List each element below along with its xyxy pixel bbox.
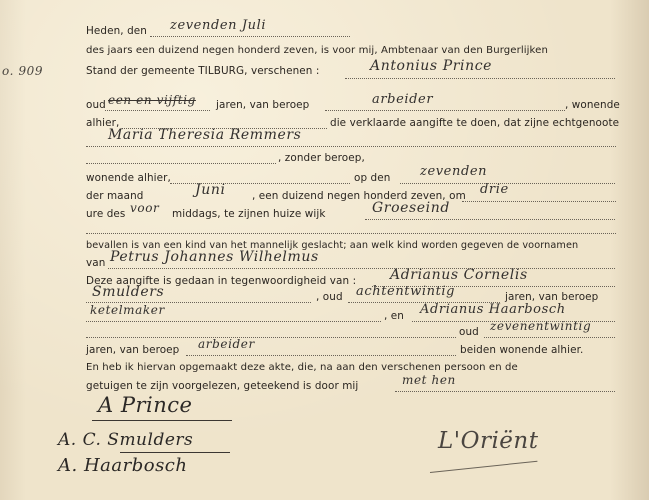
hw-wijk: Groeseind	[372, 200, 450, 216]
text-aangifte: Deze aangifte is gedaan in tegenwoordigheid van :	[86, 275, 357, 287]
fill-line	[345, 78, 615, 79]
text-heden: Heden, den	[86, 25, 147, 37]
hw-witness1-last: Smulders	[92, 284, 165, 300]
hw-ampm: voor	[130, 201, 160, 215]
text-getuigen: getuigen te zijn voorgelezen, geteekend is door mij	[86, 380, 359, 392]
text-der-maand: der maand	[86, 190, 144, 202]
hw-witness1-age: achtentwintig	[356, 284, 456, 299]
hw-witness2-name: Adrianus Haarbosch	[420, 302, 566, 317]
hw-birth-day: zevenden	[420, 164, 488, 179]
fill-line	[105, 110, 210, 111]
fill-line	[86, 337, 456, 338]
hw-witness2-age: zevenentwintig	[490, 319, 592, 333]
text-middags: middags, te zijnen huize wijk	[172, 208, 326, 220]
text-ure-des: ure des	[86, 208, 126, 220]
hw-witness1-first: Adrianus Cornelis	[390, 267, 528, 283]
hw-profession: arbeider	[372, 92, 434, 107]
text-wonende-alhier: wonende alhier,	[86, 172, 171, 184]
signature-underline	[430, 461, 538, 473]
fill-line	[365, 219, 615, 220]
text-beiden: beiden wonende alhier.	[460, 344, 584, 356]
text-oud-3: oud	[459, 326, 479, 338]
fill-line	[462, 201, 616, 202]
text-bevallen: bevallen is van een kind van het mannelijk geslacht; aan welk kind worden gegeven de voornamen	[86, 240, 579, 251]
text-jaren-beroep-3: jaren, van beroep	[86, 344, 180, 356]
text-van: van	[86, 257, 106, 269]
text-year-line: des jaars een duizend negen honderd zeven, is voor mij, Ambtenaar van den Burgerlijken	[86, 45, 548, 56]
hw-mother: Maria Theresia Remmers	[108, 127, 302, 143]
signature-father: A Prince	[98, 393, 193, 417]
hw-birth-month: Juni	[195, 182, 226, 198]
fill-line	[86, 321, 381, 322]
signature-underline	[92, 420, 232, 421]
hw-age: een en vijftig	[108, 93, 196, 107]
fill-line	[108, 268, 615, 269]
fill-line	[186, 355, 456, 356]
fill-line	[325, 110, 565, 111]
hw-birth-hour: drie	[480, 182, 509, 197]
text-jaren-beroep: jaren, van beroep	[216, 99, 310, 111]
fill-line	[395, 391, 615, 392]
margin-number: o. 909	[2, 64, 44, 78]
text-verklaarde: die verklaarde aangifte te doen, dat zijne echtgenoote	[330, 117, 620, 129]
text-duizend: , een duizend negen honderd zeven, om	[252, 190, 466, 202]
hw-met-hen: met hen	[402, 373, 456, 387]
text-oud: oud	[86, 99, 106, 111]
hw-child-names: Petrus Johannes Wilhelmus	[110, 249, 319, 265]
signature-underline	[120, 452, 230, 453]
fill-line	[86, 233, 616, 234]
text-alhier: alhier,	[86, 117, 120, 129]
fill-line	[86, 163, 276, 164]
text-wonende: , wonende	[565, 99, 620, 111]
hw-date-day: zevenden Juli	[170, 18, 267, 33]
hw-declarant: Antonius Prince	[370, 58, 493, 74]
text-op-den: op den	[354, 172, 391, 184]
fill-line	[86, 146, 616, 147]
fill-line	[484, 337, 615, 338]
hw-witness1-profession: ketelmaker	[90, 303, 165, 317]
text-zonder-beroep: , zonder beroep,	[278, 152, 365, 164]
signature-official: L'Oriënt	[438, 428, 539, 454]
fill-line	[150, 36, 350, 37]
hw-witness2-profession: arbeider	[198, 337, 255, 351]
signature-witness1: A. C. Smulders	[58, 430, 194, 450]
text-oud-2: , oud	[316, 291, 343, 303]
signature-witness2: A. Haarbosch	[58, 455, 188, 476]
text-en: , en	[384, 310, 404, 322]
text-akte: En heb ik hiervan opgemaakt deze akte, die, na aan den verschenen persoon en de	[86, 362, 518, 373]
text-stand: Stand der gemeente TILBURG, verschenen :	[86, 65, 320, 77]
text-jaren-beroep-2: jaren, van beroep	[505, 291, 599, 303]
